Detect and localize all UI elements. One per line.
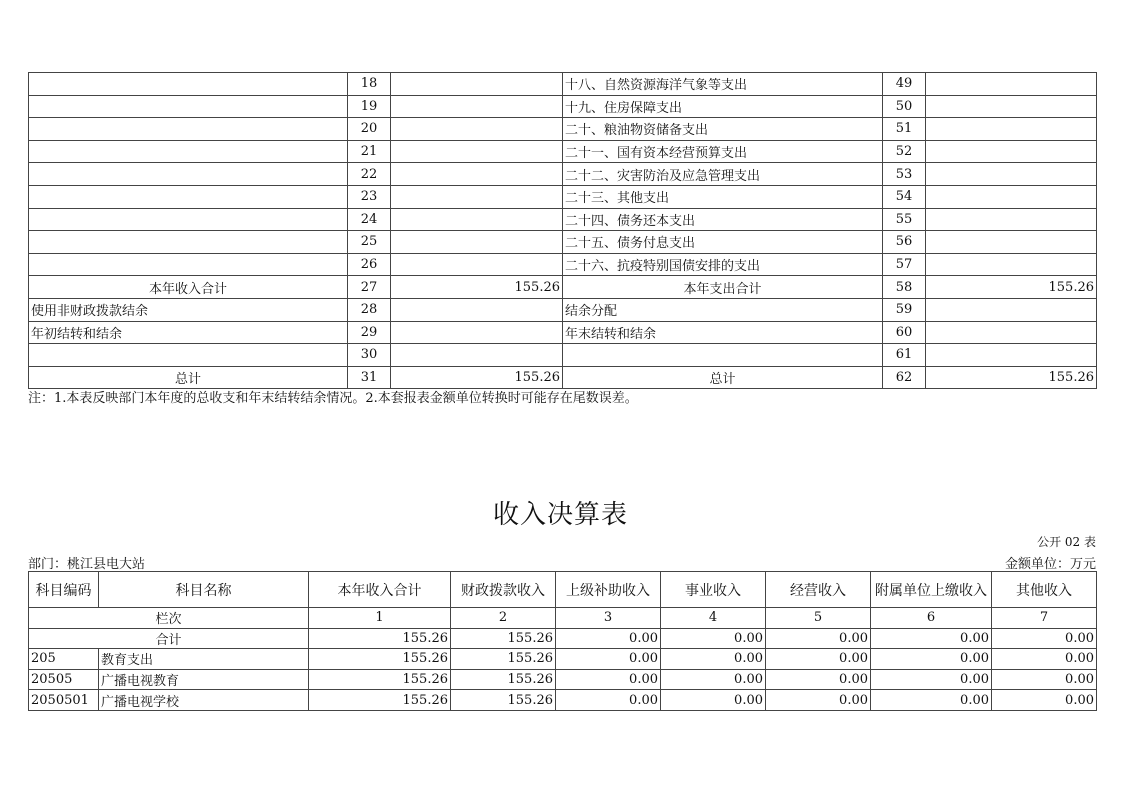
amount-cell: 0.00 [661,690,766,711]
income-item-label [29,95,348,118]
row-number: 25 [348,231,391,254]
amount-cell: 155.26 [451,669,556,690]
row-number: 27 [348,276,391,299]
expense-item-label: 二十、粮油物资储备支出 [563,118,883,141]
income-item-label [29,344,348,367]
amount-cell: 155.26 [451,649,556,670]
expense-amount [926,95,1097,118]
row-number: 60 [883,321,926,344]
column-number: 1 [309,608,451,629]
amount-cell: 0.00 [766,690,871,711]
table-row [29,669,1097,690]
amount-cell: 0.00 [871,669,992,690]
table-row [29,163,1097,186]
form-number: 公开 02 表 [1037,535,1096,549]
amount-cell: 155.26 [309,628,451,649]
amount-cell: 155.26 [451,690,556,711]
expense-amount [926,73,1097,96]
subject-name: 广播电视教育 [99,669,309,690]
table-row [29,366,1097,389]
column-number-row [29,608,1097,629]
row-number: 19 [348,95,391,118]
row-number: 26 [348,253,391,276]
column-number: 3 [556,608,661,629]
subject-code: 20505 [29,669,99,690]
income-amount [391,118,563,141]
income-item-label [29,140,348,163]
amount-cell: 0.00 [766,628,871,649]
amount-cell: 0.00 [871,649,992,670]
subject-code: 205 [29,649,99,670]
income-amount [391,163,563,186]
department-label: 部门：桃江县电大站 [28,557,146,572]
row-number: 30 [348,344,391,367]
subject-name: 广播电视学校 [99,690,309,711]
table-row [29,95,1097,118]
amount-cell: 0.00 [871,628,992,649]
subject-code: 2050501 [29,690,99,711]
expense-item-label [563,344,883,367]
expense-amount [926,118,1097,141]
amount-cell: 155.26 [451,628,556,649]
expense-amount [926,163,1097,186]
table-row [29,690,1097,711]
row-number: 31 [348,366,391,389]
row-number: 54 [883,185,926,208]
column-number: 2 [451,608,556,629]
expense-amount [926,321,1097,344]
expense-amount [926,185,1097,208]
row-number: 20 [348,118,391,141]
income-item-label [29,253,348,276]
income-item-label [29,73,348,96]
column-number: 4 [661,608,766,629]
table-row [29,276,1097,299]
income-amount [391,253,563,276]
amount-cell: 0.00 [992,628,1097,649]
expense-amount [926,231,1097,254]
income-item-label [29,231,348,254]
expense-item-label: 二十二、灾害防治及应急管理支出 [563,163,883,186]
income-amount [391,95,563,118]
income-amount [391,298,563,321]
header-other-income: 其他收入 [992,572,1097,608]
header-operating-income: 经营收入 [766,572,871,608]
income-amount: 155.26 [391,366,563,389]
table-row [29,140,1097,163]
table-row [29,208,1097,231]
header-name: 科目名称 [99,572,309,608]
table-row [29,321,1097,344]
income-item-label [29,208,348,231]
expense-item-label: 本年支出合计 [563,276,883,299]
expense-amount [926,344,1097,367]
table-row [29,298,1097,321]
row-number: 58 [883,276,926,299]
row-number: 28 [348,298,391,321]
amount-unit-label: 金额单位：万元 [1004,557,1096,572]
column-number: 7 [992,608,1097,629]
expense-amount [926,208,1097,231]
expense-item-label: 二十六、抗疫特别国债安排的支出 [563,253,883,276]
income-amount [391,185,563,208]
expense-amount: 155.26 [926,276,1097,299]
page-title: 收入决算表 [492,500,628,530]
row-number: 53 [883,163,926,186]
income-item-label [29,118,348,141]
table-row [29,253,1097,276]
income-item-label: 年初结转和结余 [29,321,348,344]
income-table [28,571,1097,711]
amount-cell: 0.00 [661,649,766,670]
row-number: 59 [883,298,926,321]
income-amount: 155.26 [391,276,563,299]
row-number: 49 [883,73,926,96]
row-number: 56 [883,231,926,254]
amount-cell: 155.26 [309,669,451,690]
header-row [29,572,1097,608]
expense-item-label: 十八、自然资源海洋气象等支出 [563,73,883,96]
income-amount [391,344,563,367]
header-superior-subsidy: 上级补助收入 [556,572,661,608]
table-row [29,628,1097,649]
row-number: 50 [883,95,926,118]
amount-cell: 0.00 [766,669,871,690]
row-number: 55 [883,208,926,231]
row-number: 51 [883,118,926,141]
income-item-label: 本年收入合计 [29,276,348,299]
amount-cell: 0.00 [992,669,1097,690]
amount-cell: 0.00 [556,628,661,649]
expense-item-label: 二十五、债务付息支出 [563,231,883,254]
total-label: 合计 [29,628,309,649]
row-number: 21 [348,140,391,163]
expense-item-label: 年末结转和结余 [563,321,883,344]
header-business-income: 事业收入 [661,572,766,608]
income-amount [391,321,563,344]
column-row-label: 栏次 [29,608,309,629]
amount-cell: 0.00 [992,690,1097,711]
income-amount [391,73,563,96]
header-code: 科目编码 [29,572,99,608]
row-number: 29 [348,321,391,344]
expense-item-label: 总计 [563,366,883,389]
table-row [29,118,1097,141]
table-row [29,185,1097,208]
amount-cell: 155.26 [309,649,451,670]
amount-cell: 155.26 [309,690,451,711]
income-item-label [29,163,348,186]
expense-item-label: 二十一、国有资本经营预算支出 [563,140,883,163]
income-item-label: 使用非财政拨款结余 [29,298,348,321]
amount-cell: 0.00 [556,649,661,670]
expense-item-label: 二十三、其他支出 [563,185,883,208]
row-number: 57 [883,253,926,276]
amount-cell: 0.00 [556,669,661,690]
header-affiliated-income: 附属单位上缴收入 [871,572,992,608]
amount-cell: 0.00 [556,690,661,711]
income-item-label: 总计 [29,366,348,389]
table-row [29,73,1097,96]
amount-cell: 0.00 [766,649,871,670]
table-row [29,344,1097,367]
amount-cell: 0.00 [661,628,766,649]
row-number: 23 [348,185,391,208]
subject-name: 教育支出 [99,649,309,670]
balance-table [28,72,1097,389]
row-number: 61 [883,344,926,367]
expense-item-label: 十九、住房保障支出 [563,95,883,118]
income-amount [391,231,563,254]
column-number: 6 [871,608,992,629]
income-item-label [29,185,348,208]
income-amount [391,208,563,231]
row-number: 52 [883,140,926,163]
income-amount [391,140,563,163]
header-total-income: 本年收入合计 [309,572,451,608]
table-note: 注：1.本表反映部门本年度的总收支和年末结转结余情况。2.本套报表金额单位转换时可能存在尾数误差。 [28,391,638,406]
row-number: 24 [348,208,391,231]
row-number: 18 [348,73,391,96]
expense-amount [926,140,1097,163]
table-row [29,231,1097,254]
expense-item-label: 结余分配 [563,298,883,321]
expense-amount [926,253,1097,276]
amount-cell: 0.00 [871,690,992,711]
row-number: 62 [883,366,926,389]
column-number: 5 [766,608,871,629]
amount-cell: 0.00 [661,669,766,690]
table-row [29,649,1097,670]
expense-item-label: 二十四、债务还本支出 [563,208,883,231]
expense-amount [926,298,1097,321]
row-number: 22 [348,163,391,186]
amount-cell: 0.00 [992,649,1097,670]
expense-amount: 155.26 [926,366,1097,389]
header-fiscal-income: 财政拨款收入 [451,572,556,608]
